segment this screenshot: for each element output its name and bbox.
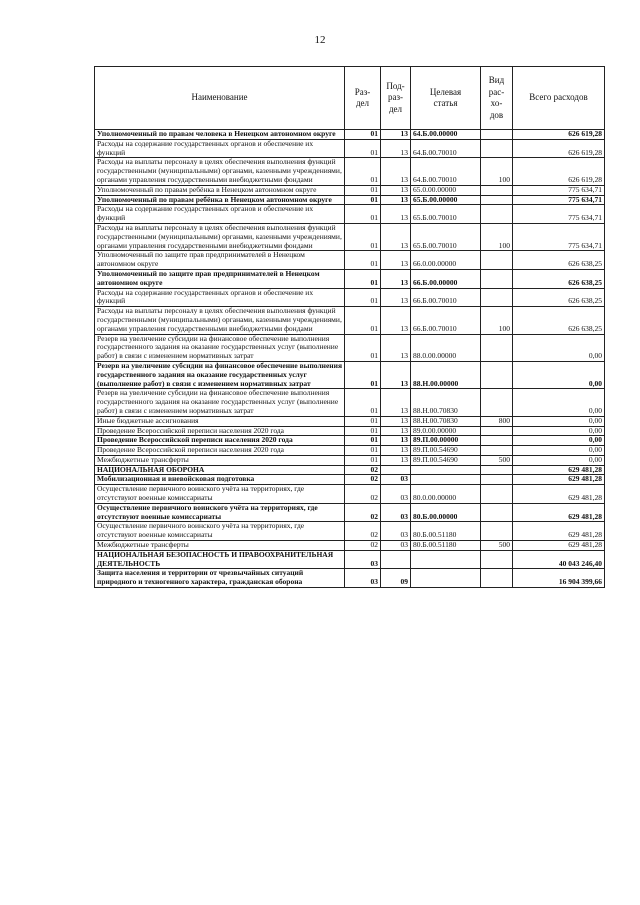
- row-expense-type: 100: [481, 158, 513, 185]
- row-expense-type: [481, 130, 513, 140]
- row-total: 0,00: [513, 389, 605, 416]
- row-total: 0,00: [513, 455, 605, 465]
- table-row: [95, 446, 605, 456]
- row-subsection: 13: [381, 334, 411, 361]
- row-section: 02: [345, 503, 381, 522]
- row-target: 88.0.00.00000: [411, 334, 481, 361]
- row-expense-type: [481, 569, 513, 588]
- row-total: 629 481,28: [513, 541, 605, 551]
- row-target: 66.Б.00.00000: [411, 269, 481, 288]
- row-total: 629 481,28: [513, 485, 605, 504]
- row-expense-type: [481, 436, 513, 446]
- row-target: 66.0.00.00000: [411, 251, 481, 270]
- table-row: [95, 288, 605, 307]
- row-subsection: 13: [381, 223, 411, 250]
- row-expense-type: [481, 503, 513, 522]
- row-section: 01: [345, 361, 381, 388]
- row-target: 66.Б.00.70010: [411, 307, 481, 334]
- row-expense-type: [481, 139, 513, 158]
- row-subsection: 13: [381, 389, 411, 416]
- row-subsection: 13: [381, 416, 411, 426]
- row-subsection: 13: [381, 436, 411, 446]
- row-subsection: 13: [381, 185, 411, 195]
- row-expense-type: 100: [481, 307, 513, 334]
- table-row: [95, 205, 605, 224]
- row-expense-type: [481, 426, 513, 436]
- row-total: 626 619,28: [513, 130, 605, 140]
- row-name: Защита населения и территории от чрезвычайных ситуаций природного и техногенного характера, гражданская оборона: [95, 569, 345, 588]
- table-row: [95, 223, 605, 250]
- row-section: 02: [345, 475, 381, 485]
- table-row: [95, 503, 605, 522]
- row-section: 01: [345, 185, 381, 195]
- row-name: Расходы на содержание государственных органов и обеспечение их функций: [95, 288, 345, 307]
- table-row: [95, 550, 605, 569]
- row-total: 629 481,28: [513, 503, 605, 522]
- row-section: 01: [345, 269, 381, 288]
- row-total: 629 481,28: [513, 522, 605, 541]
- row-target: 89.0.00.00000: [411, 426, 481, 436]
- row-subsection: 13: [381, 307, 411, 334]
- row-total: 0,00: [513, 416, 605, 426]
- row-expense-type: [481, 389, 513, 416]
- row-target: 65.Б.00.00000: [411, 195, 481, 205]
- row-total: 626 638,25: [513, 269, 605, 288]
- row-section: 01: [345, 416, 381, 426]
- header-total: Всего расходов: [513, 67, 605, 130]
- row-subsection: 03: [381, 475, 411, 485]
- row-subsection: 03: [381, 522, 411, 541]
- table-row: [95, 269, 605, 288]
- row-total: 629 481,28: [513, 475, 605, 485]
- row-total: 775 634,71: [513, 195, 605, 205]
- row-section: 02: [345, 522, 381, 541]
- row-name: Расходы на выплаты персоналу в целях обеспечения выполнения функций государственными (муниципальными) органами, казенными учреждениями, органами управления государственными внебюджетными фондами: [95, 158, 345, 185]
- row-expense-type: [481, 485, 513, 504]
- row-target: 88.Н.00.70830: [411, 416, 481, 426]
- row-target: [411, 475, 481, 485]
- row-expense-type: [481, 205, 513, 224]
- row-expense-type: [481, 269, 513, 288]
- row-expense-type: [481, 475, 513, 485]
- row-total: 626 619,28: [513, 158, 605, 185]
- header-expense-type: Вид рас- хо- дов: [481, 67, 513, 130]
- row-section: 01: [345, 195, 381, 205]
- row-subsection: 13: [381, 195, 411, 205]
- row-section: 01: [345, 223, 381, 250]
- table-header-row: [95, 67, 605, 130]
- row-section: 01: [345, 446, 381, 456]
- row-subsection: 09: [381, 569, 411, 588]
- row-expense-type: [481, 288, 513, 307]
- row-expense-type: 100: [481, 223, 513, 250]
- row-target: 64.Б.00.70010: [411, 139, 481, 158]
- row-expense-type: [481, 361, 513, 388]
- row-name: Межбюджетные трансферты: [95, 455, 345, 465]
- row-name: Резерв на увеличение субсидии на финансовое обеспечение выполнения государственного задания на оказание государственных услуг (выполнение работ) в связи с изменением нормативных затрат: [95, 361, 345, 388]
- row-total: 775 634,71: [513, 205, 605, 224]
- table-row: [95, 541, 605, 551]
- row-subsection: 13: [381, 288, 411, 307]
- row-section: 01: [345, 205, 381, 224]
- row-subsection: 13: [381, 446, 411, 456]
- table-row: [95, 251, 605, 270]
- row-subsection: 13: [381, 130, 411, 140]
- row-name: Проведение Всероссийской переписи населения 2020 года: [95, 436, 345, 446]
- row-name: Осуществление первичного воинского учёта на территориях, где отсутствуют военные комиссариаты: [95, 503, 345, 522]
- header-name: Наименование: [95, 67, 345, 130]
- row-expense-type: [481, 522, 513, 541]
- row-subsection: 13: [381, 455, 411, 465]
- row-name: Уполномоченный по правам ребёнка в Ненецком автономном округе: [95, 195, 345, 205]
- header-subsection: Под- раз- дел: [381, 67, 411, 130]
- row-subsection: 13: [381, 139, 411, 158]
- row-total: 16 904 399,66: [513, 569, 605, 588]
- row-expense-type: [481, 185, 513, 195]
- row-total: 0,00: [513, 436, 605, 446]
- row-subsection: 13: [381, 269, 411, 288]
- row-target: 80.Б.00.51180: [411, 522, 481, 541]
- row-target: [411, 569, 481, 588]
- table-row: [95, 130, 605, 140]
- row-total: 0,00: [513, 426, 605, 436]
- row-target: 64.Б.00.70010: [411, 158, 481, 185]
- row-target: 80.Б.00.51180: [411, 541, 481, 551]
- table-row: [95, 485, 605, 504]
- row-target: 65.Б.00.70010: [411, 223, 481, 250]
- row-expense-type: 500: [481, 455, 513, 465]
- table-row: [95, 522, 605, 541]
- row-expense-type: [481, 334, 513, 361]
- row-target: 65.Б.00.70010: [411, 205, 481, 224]
- row-expense-type: [481, 550, 513, 569]
- row-name: Проведение Всероссийской переписи населения 2020 года: [95, 426, 345, 436]
- row-section: 03: [345, 550, 381, 569]
- table-row: [95, 455, 605, 465]
- row-total: 775 634,71: [513, 223, 605, 250]
- row-target: 80.Б.00.00000: [411, 503, 481, 522]
- table-row: [95, 389, 605, 416]
- row-section: 01: [345, 307, 381, 334]
- row-name: Мобилизационная и вневойсковая подготовка: [95, 475, 345, 485]
- row-target: 88.Н.00.00000: [411, 361, 481, 388]
- row-total: 40 043 246,40: [513, 550, 605, 569]
- row-section: 02: [345, 465, 381, 475]
- table-row: [95, 185, 605, 195]
- row-target: 89.П.00.54690: [411, 455, 481, 465]
- header-target: Целевая статья: [411, 67, 481, 130]
- row-name: Резерв на увеличение субсидии на финансовое обеспечение выполнения государственного задания на оказание государственных услуг (выполнение работ) в связи с изменением нормативных затрат: [95, 334, 345, 361]
- row-name: Проведение Всероссийской переписи населения 2020 года: [95, 446, 345, 456]
- row-total: 775 634,71: [513, 185, 605, 195]
- row-section: 01: [345, 288, 381, 307]
- row-section: 01: [345, 426, 381, 436]
- row-name: НАЦИОНАЛЬНАЯ БЕЗОПАСНОСТЬ И ПРАВООХРАНИТЕЛЬНАЯ ДЕЯТЕЛЬНОСТЬ: [95, 550, 345, 569]
- row-section: 01: [345, 158, 381, 185]
- row-target: 64.Б.00.00000: [411, 130, 481, 140]
- table-row: [95, 307, 605, 334]
- row-section: 02: [345, 541, 381, 551]
- row-subsection: 13: [381, 205, 411, 224]
- row-expense-type: [481, 195, 513, 205]
- table-row: [95, 361, 605, 388]
- row-subsection: 13: [381, 361, 411, 388]
- table-row: [95, 334, 605, 361]
- row-section: 01: [345, 334, 381, 361]
- row-total: 626 619,28: [513, 139, 605, 158]
- row-total: 0,00: [513, 446, 605, 456]
- row-name: Иные бюджетные ассигнования: [95, 416, 345, 426]
- row-name: Осуществление первичного воинского учёта на территориях, где отсутствуют военные комиссариаты: [95, 485, 345, 504]
- row-total: 626 638,25: [513, 307, 605, 334]
- row-name: Расходы на содержание государственных органов и обеспечение их функций: [95, 139, 345, 158]
- row-total: 0,00: [513, 334, 605, 361]
- row-target: 80.0.00.00000: [411, 485, 481, 504]
- header-section: Раз- дел: [345, 67, 381, 130]
- row-section: 01: [345, 389, 381, 416]
- row-total: 626 638,25: [513, 288, 605, 307]
- row-expense-type: 500: [481, 541, 513, 551]
- budget-table: [94, 66, 605, 588]
- row-section: 01: [345, 251, 381, 270]
- table-row: [95, 416, 605, 426]
- row-target: 89.П.00.00000: [411, 436, 481, 446]
- page-number: 12: [314, 34, 326, 46]
- row-name: Уполномоченный по правам человека в Ненецком автономном округе: [95, 130, 345, 140]
- row-name: Осуществление первичного воинского учёта на территориях, где отсутствуют военные комиссариаты: [95, 522, 345, 541]
- row-name: Расходы на выплаты персоналу в целях обеспечения выполнения функций государственными (муниципальными) органами, казенными учреждениями, органами управления государственными внебюджетными фондами: [95, 223, 345, 250]
- row-expense-type: [481, 446, 513, 456]
- row-total: 0,00: [513, 361, 605, 388]
- table-row: [95, 139, 605, 158]
- row-subsection: 03: [381, 541, 411, 551]
- row-name: Резерв на увеличение субсидии на финансовое обеспечение выполнения государственного задания на оказание государственных услуг (выполнение работ) в связи с изменением нормативных затрат: [95, 389, 345, 416]
- row-target: 88.Н.00.70830: [411, 389, 481, 416]
- row-name: НАЦИОНАЛЬНАЯ ОБОРОНА: [95, 465, 345, 475]
- row-target: 66.Б.00.70010: [411, 288, 481, 307]
- row-subsection: 03: [381, 485, 411, 504]
- row-target: 65.0.00.00000: [411, 185, 481, 195]
- row-section: 03: [345, 569, 381, 588]
- row-name: Уполномоченный по защите прав предпринимателей в Ненецком автономном округе: [95, 251, 345, 270]
- row-expense-type: 800: [481, 416, 513, 426]
- row-subsection: 13: [381, 426, 411, 436]
- row-target: [411, 465, 481, 475]
- table-row: [95, 158, 605, 185]
- row-total: 626 638,25: [513, 251, 605, 270]
- row-subsection: 03: [381, 503, 411, 522]
- row-total: 629 481,28: [513, 465, 605, 475]
- row-section: 01: [345, 139, 381, 158]
- row-section: 01: [345, 455, 381, 465]
- row-subsection: 13: [381, 158, 411, 185]
- row-expense-type: [481, 465, 513, 475]
- row-name: Уполномоченный по защите прав предпринимателей в Ненецком автономном округе: [95, 269, 345, 288]
- row-name: Расходы на содержание государственных органов и обеспечение их функций: [95, 205, 345, 224]
- row-name: Расходы на выплаты персоналу в целях обеспечения выполнения функций государственными (муниципальными) органами, казенными учреждениями, органами управления государственными внебюджетными фондами: [95, 307, 345, 334]
- table-row: [95, 569, 605, 588]
- row-expense-type: [481, 251, 513, 270]
- row-subsection: [381, 550, 411, 569]
- row-section: 02: [345, 485, 381, 504]
- row-section: 01: [345, 436, 381, 446]
- table-body: [95, 130, 605, 588]
- row-name: Уполномоченный по правам ребёнка в Ненецком автономном округе: [95, 185, 345, 195]
- row-target: 89.П.00.54690: [411, 446, 481, 456]
- row-subsection: 13: [381, 251, 411, 270]
- row-name: Межбюджетные трансферты: [95, 541, 345, 551]
- row-target: [411, 550, 481, 569]
- row-section: 01: [345, 130, 381, 140]
